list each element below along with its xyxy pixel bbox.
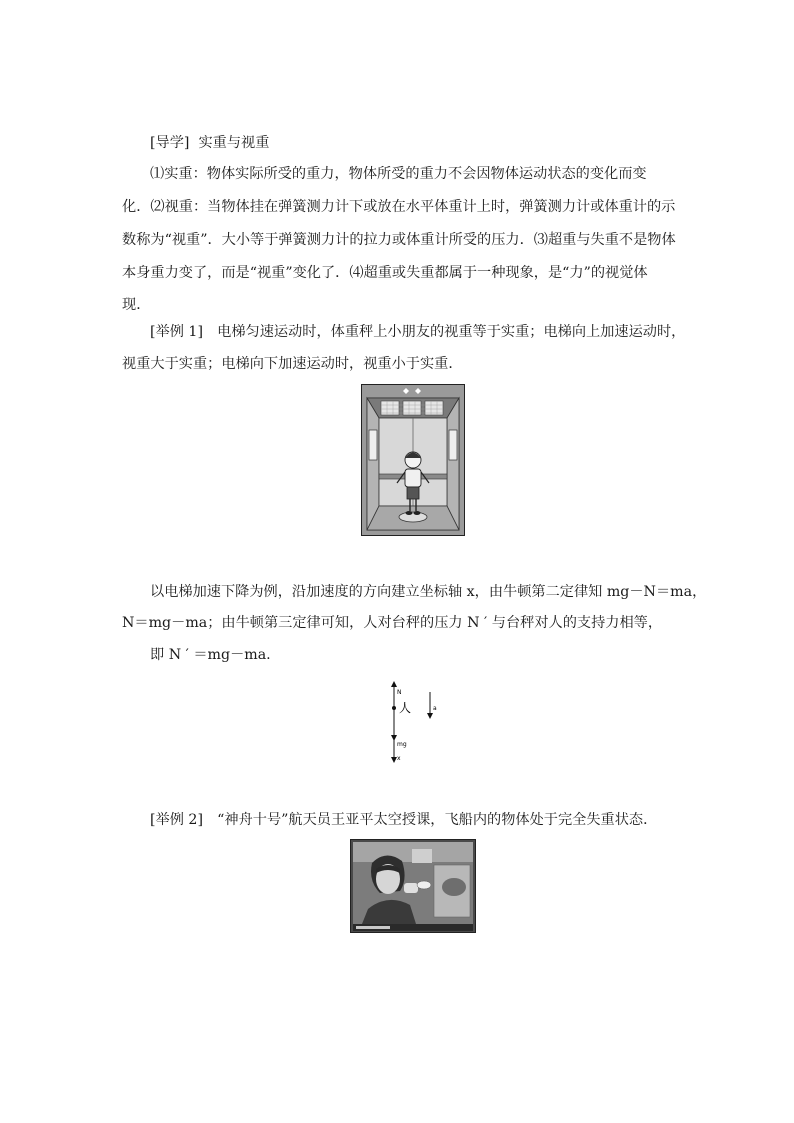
paragraph1-line-4: 本身重力变了，而是“视重”变化了．⑷超重或失重都属于一种现象，是“力”的视觉体 [122, 265, 648, 281]
paragraph2-line-2: N＝mg－ma；由牛顿第三定律可知，人对台秤的压力 N ′ 与台秤对人的支持力相等， [122, 615, 663, 631]
example2-line: [举例 2] “神舟十号”航天员王亚平太空授课，飞船内的物体处于完全失重状态． [150, 812, 658, 828]
paragraph2-line-3: 即 N ′ ＝mg－ma. [150, 647, 271, 663]
force-diagram [378, 680, 448, 764]
paragraph2-line-1: 以电梯加速下降为例，沿加速度的方向建立坐标轴 x，由牛顿第二定律知 mg－N＝ma， [150, 584, 707, 600]
astronaut-photo [350, 839, 476, 933]
label-a: a [433, 705, 437, 712]
example1-line-2: 视重大于实重；电梯向下加速运动时，视重小于实重． [122, 356, 463, 372]
label-mg: mg [397, 741, 407, 748]
paragraph1-line-2: 化．⑵视重：当物体挂在弹簧测力计下或放在水平体重计上时，弹簧测力计或体重计的示 [122, 199, 676, 215]
example1-line-1: [举例 1] 电梯匀速运动时，体重秤上小朋友的视重等于实重；电梯向上加速运动时， [150, 324, 686, 340]
paragraph1-line-1: ⑴实重：物体实际所受的重力，物体所受的重力不会因物体运动状态的变化而变 [150, 166, 647, 182]
label-n: N [397, 689, 402, 696]
label-x: x [397, 755, 401, 762]
section-tag: [导学] [150, 135, 190, 151]
paragraph1-line-5: 现． [122, 297, 151, 313]
elevator-illustration [361, 384, 465, 536]
label-person: 人 [399, 701, 412, 715]
section-title: 实重与视重 [198, 135, 270, 151]
section-heading [150, 133, 269, 153]
paragraph1-line-3: 数称为“视重”．大小等于弹簧测力计的拉力或体重计所受的压力．⑶超重与失重不是物体 [122, 232, 676, 248]
